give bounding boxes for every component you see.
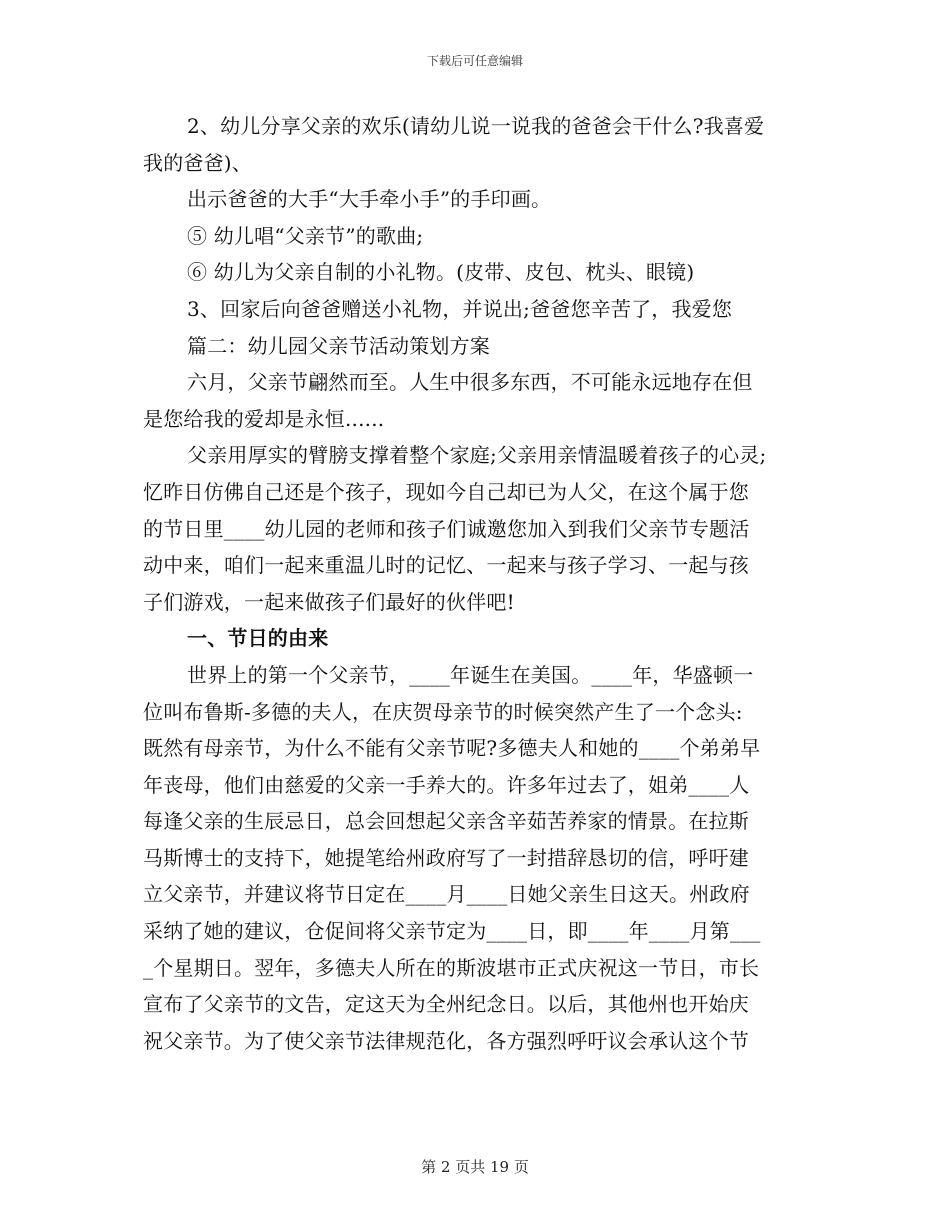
paragraph-line: 立父亲节，并建议将节日定在____月____日她父亲生日这天。州政府 — [143, 882, 750, 907]
paragraph-line: 我的爸爸)、 — [143, 150, 253, 175]
page-footer: 第 2 页共 19 页 — [421, 1158, 529, 1176]
paragraph-line: ⑥ 幼儿为父亲自制的小礼物。(皮带、皮包、枕头、眼镜) — [187, 260, 695, 285]
paragraph-line: 采纳了她的建议，仓促间将父亲节定为____日，即____年____月第___ — [143, 919, 761, 944]
document-body — [143, 108, 813, 1059]
paragraph-line: 位叫布鲁斯-多德的夫人，在庆贺母亲节的时候突然产生了一个念头: — [143, 699, 743, 724]
paragraph-line: 既然有母亲节，为什么不能有父亲节呢?多德夫人和她的____个弟弟早 — [143, 736, 761, 761]
paragraph-line: 子们游戏，一起来做孩子们最好的伙伴吧! — [143, 589, 515, 614]
paragraph-line: 的节日里____幼儿园的老师和孩子们诚邀您加入到我们父亲节专题活 — [143, 516, 750, 541]
paragraph-line: 2、幼儿分享父亲的欢乐(请幼儿说一说我的爸爸会干什么?我喜爱 — [187, 114, 765, 138]
paragraph-line: 父亲用厚实的臂膀支撑着整个家庭;父亲用亲情温暖着孩子的心灵; — [187, 443, 767, 468]
section-title: 篇二：幼儿园父亲节活动策划方案 — [187, 333, 490, 358]
paragraph-line: 出示爸爸的大手“大手牵小手”的手印画。 — [187, 187, 552, 212]
paragraph-line: 六月，父亲节翩然而至。人生中很多东西，不可能永远地存在但 — [187, 370, 753, 395]
paragraph-line: 动中来，咱们一起来重温儿时的记忆、一起来与孩子学习、一起与孩 — [143, 553, 749, 578]
paragraph-line: 3、回家后向爸爸赠送小礼物，并说出;爸爸您辛苦了，我爱您 — [187, 296, 733, 321]
paragraph-line: ⑤ 幼儿唱“父亲节”的歌曲; — [187, 223, 424, 248]
page-header: 下载后可任意编辑 — [426, 54, 523, 68]
paragraph-line: 是您给我的爱却是永恒...... — [143, 406, 385, 431]
paragraph-line: 宣布了父亲节的文告，定这天为全州纪念日。以后，其他州也开始庆 — [143, 992, 749, 1017]
paragraph-line: 每逢父亲的生辰忌日，总会回想起父亲含辛茹苦养家的情景。在拉斯 — [143, 809, 749, 834]
paragraph-line: 祝父亲节。为了使父亲节法律规范化，各方强烈呼吁议会承认这个节 — [143, 1028, 749, 1053]
paragraph-line: 年丧母，他们由慈爱的父亲一手养大的。许多年过去了，姐弟____人 — [143, 772, 750, 797]
paragraph-line: _个星期日。翌年，多德夫人所在的斯波堪市正式庆祝这一节日，市长 — [143, 955, 760, 980]
paragraph-line: 马斯博士的支持下，她提笔给州政府写了一封措辞恳切的信，呼吁建 — [143, 845, 749, 870]
paragraph-line: 世界上的第一个父亲节，____年诞生在美国。____年，华盛顿一 — [187, 662, 754, 687]
paragraph-line: 忆昨日仿佛自己还是个孩子，现如今自己却已为人父，在这个属于您 — [143, 479, 749, 504]
section-heading: 一、节日的由来 — [187, 626, 329, 651]
